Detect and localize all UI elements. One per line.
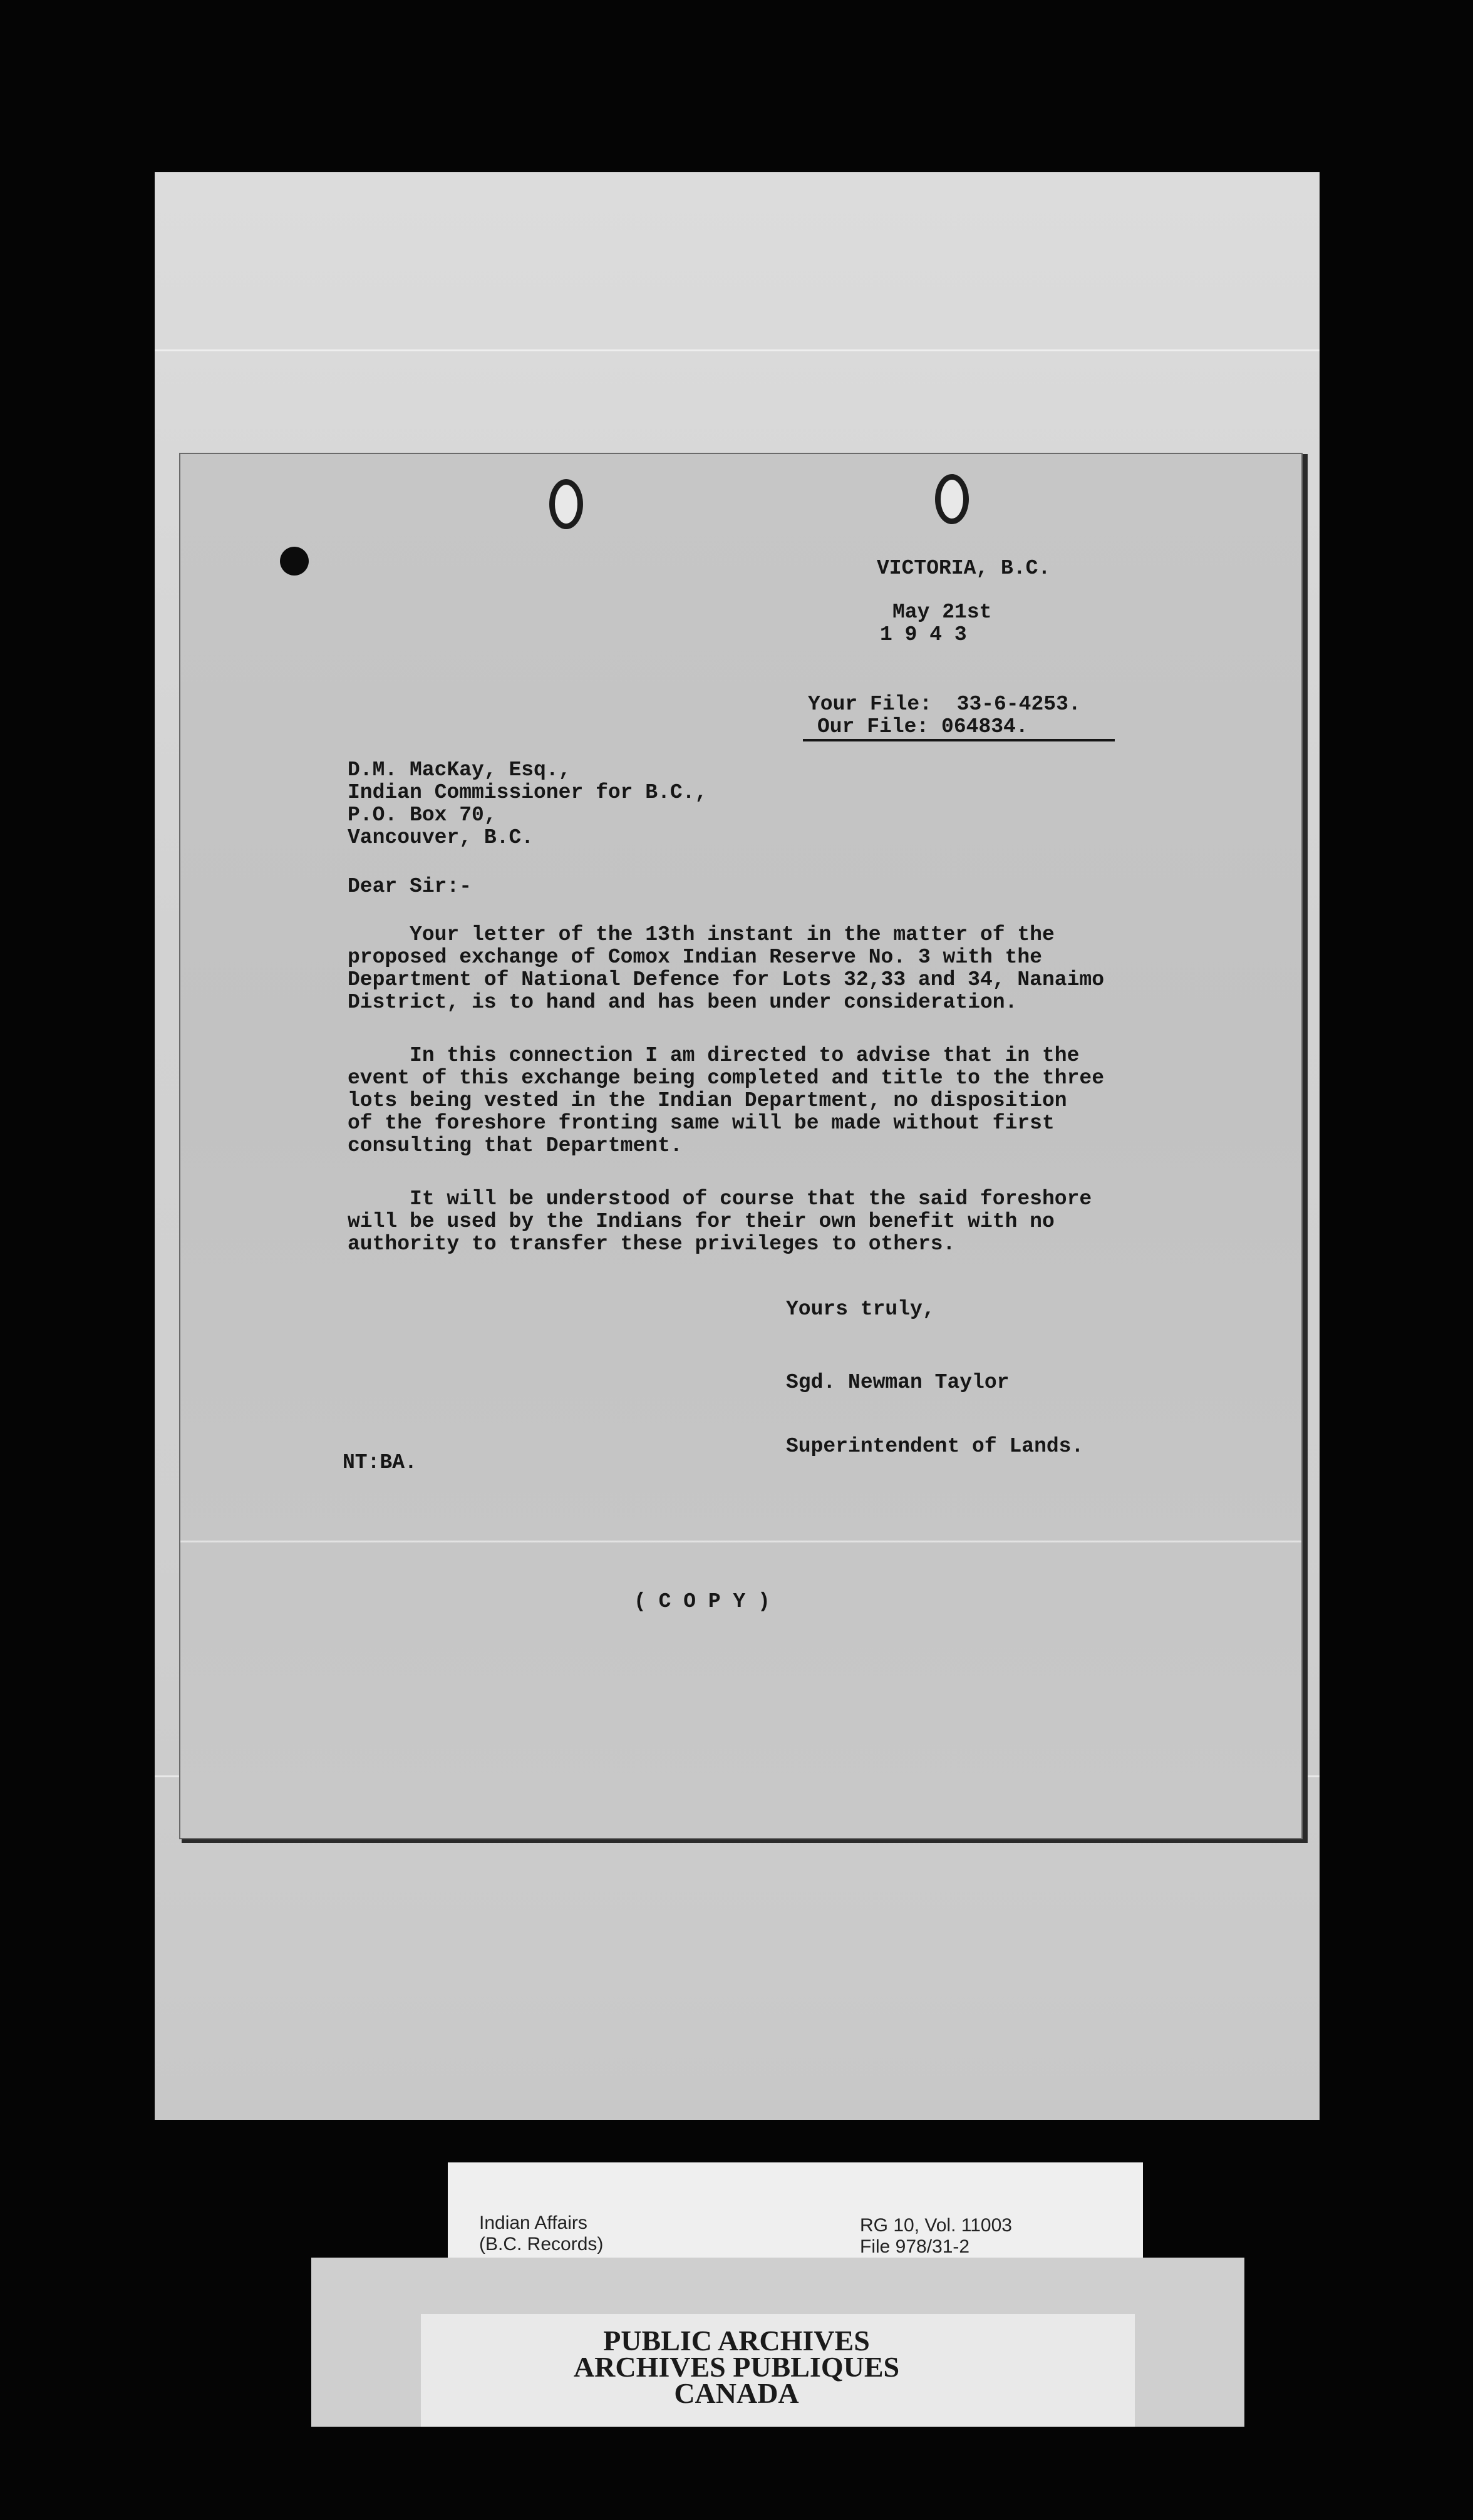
paragraph-1-line: proposed exchange of Comox Indian Reserve No. 3 with the [348,946,1042,969]
your-file-reference: Your File: 33-6-4253. [808,693,1081,716]
punch-hole-left [549,479,583,529]
paragraph-2-line: consulting that Department. [348,1134,683,1157]
punch-hole-right [935,474,969,524]
fold-line [155,349,1320,351]
typist-initials: NT:BA. [343,1451,417,1474]
paragraph-2-line: event of this exchange being completed and title to the three [348,1066,1104,1090]
ink-dot [280,547,309,576]
paragraph-2-line: of the foreshore fronting same will be made without first [348,1112,1055,1135]
paragraph-1-line: District, is to hand and has been under consideration. [348,991,1018,1014]
addressee-city: Vancouver, B.C. [348,826,534,849]
salutation: Dear Sir:- [348,875,472,898]
signature: Sgd. Newman Taylor [786,1371,1010,1394]
paragraph-3-line: will be used by the Indians for their own benefit with no [348,1210,1055,1233]
addressee-title: Indian Commissioner for B.C., [348,781,708,804]
our-file-reference: Our File: 064834. [817,715,1028,738]
addressee-name: D.M. MacKay, Esq., [348,758,571,782]
label-file: File 978/31-2 [860,2236,970,2257]
paragraph-3-line: authority to transfer these privileges to others. [348,1232,956,1256]
copy-mark: ( C O P Y ) [634,1590,770,1613]
paragraph-1-line: Your letter of the 13th instant in the matter of the [348,923,1055,946]
signatory-title: Superintendent of Lands. [786,1435,1084,1458]
paragraph-2-line: lots being vested in the Indian Department, no disposition [348,1089,1067,1112]
stamp-archives-publiques: ARCHIVES PUBLIQUES [573,2351,900,2383]
letter-date: May 21st [892,601,992,624]
addressee-box: P.O. Box 70, [348,803,497,827]
closing: Yours truly, [786,1298,935,1321]
file-reference-underline [803,739,1115,741]
letter-year: 1 9 4 3 [880,623,967,646]
stamp-canada: CANADA [674,2377,799,2409]
paragraph-1-line: Department of National Defence for Lots 32,33 and 34, Nanaimo [348,968,1104,991]
label-volume: RG 10, Vol. 11003 [860,2215,1012,2236]
fold-line [180,1541,1301,1542]
label-series: Indian Affairs [479,2213,587,2233]
label-records: (B.C. Records) [479,2234,604,2254]
stamp-public-archives: PUBLIC ARCHIVES [603,2325,870,2357]
letter-place: VICTORIA, B.C. [877,557,1051,580]
paragraph-3-line: It will be understood of course that the said foreshore [348,1187,1092,1211]
paragraph-2-line: In this connection I am directed to advise that in the [348,1044,1080,1067]
